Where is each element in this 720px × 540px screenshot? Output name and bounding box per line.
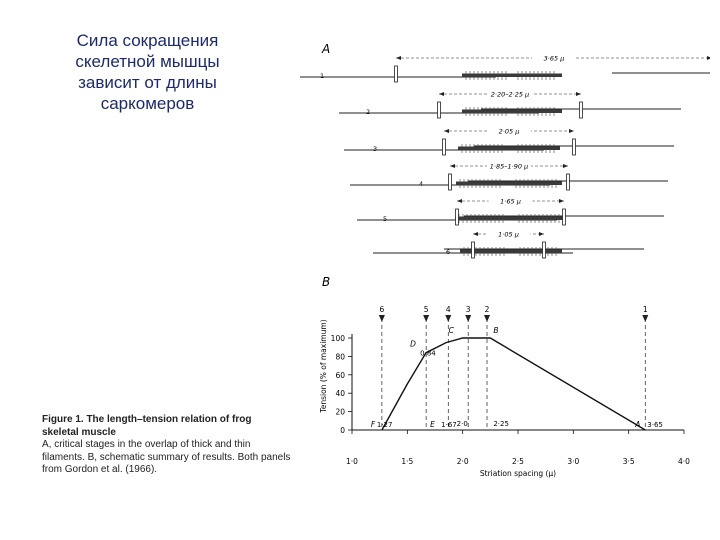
critical-point-letter: C — [448, 326, 454, 335]
slide-title-line: зависит от длины — [78, 73, 217, 92]
slide-title — [30, 30, 265, 114]
thick-filament — [458, 147, 560, 151]
stage-marker-arrow — [379, 315, 385, 322]
x-tick-label: 3·0 — [567, 457, 580, 466]
panel-a-sarcomere-diagrams — [300, 53, 710, 258]
z-line — [395, 66, 398, 82]
critical-point-value: 1·67 — [441, 421, 457, 429]
dimension-label: 3·65 μ — [543, 54, 565, 63]
critical-point-letter: E — [430, 420, 435, 429]
stage-number: 1 — [320, 72, 325, 80]
thick-filament — [462, 110, 562, 114]
stage-number: 2 — [366, 108, 371, 116]
stage-marker-label: 3 — [465, 305, 471, 314]
critical-point-value: 2·0 — [456, 420, 468, 428]
critical-point-letter: F — [370, 420, 376, 429]
y-tick-label: 0 — [340, 426, 345, 435]
length-tension-chart — [319, 305, 690, 478]
z-line — [580, 102, 583, 118]
y-tick-label: 100 — [330, 334, 345, 343]
caption-body-line: A, critical stages in the overlap of thick and thin — [42, 439, 251, 450]
caption-body-line: filaments. B, schematic summary of results. Both panels — [42, 451, 291, 463]
critical-point-value: 1·27 — [376, 421, 393, 429]
x-tick-label: 3·5 — [622, 457, 635, 466]
y-tick-label: 20 — [335, 407, 345, 417]
critical-point-letter: B — [493, 326, 499, 335]
stage-number: 3 — [373, 145, 378, 153]
critical-point-value: 0·84 — [420, 349, 436, 358]
dimension-label: 1·85–1·90 μ — [489, 162, 529, 171]
x-tick-label: 1·5 — [401, 457, 414, 466]
z-line — [456, 209, 459, 225]
y-tick-label: 60 — [335, 370, 345, 380]
thick-filament — [460, 250, 562, 254]
z-line — [543, 242, 546, 258]
z-line — [443, 139, 446, 155]
stage-marker-label: 6 — [379, 305, 385, 314]
caption-heading-line: skeletal muscle — [42, 426, 116, 438]
x-tick-label: 2·5 — [512, 457, 524, 466]
panel-b-label: B — [322, 275, 331, 289]
y-axis-label: Tension (% of maximum) — [319, 319, 328, 413]
slide-title-line: саркомеров — [100, 94, 195, 113]
z-line — [449, 174, 452, 190]
stage-marker-arrow — [465, 315, 471, 322]
stage-number: 4 — [419, 180, 424, 188]
slide-title-line: скелетной мышцы — [75, 52, 220, 71]
figure-svg — [300, 30, 710, 500]
y-tick-label: 80 — [335, 352, 345, 362]
stage-marker-label: 5 — [423, 305, 429, 314]
z-line — [472, 242, 475, 258]
x-tick-label: 1·0 — [346, 457, 358, 466]
x-tick-label: 4·0 — [678, 457, 690, 466]
sarcomere-stage — [344, 126, 674, 155]
z-line — [563, 209, 566, 225]
dimension-label: 1·65 μ — [500, 197, 521, 206]
critical-point-value: 3·65 — [647, 421, 663, 429]
thick-filament — [462, 74, 562, 78]
dimension-label: 1·05 μ — [498, 230, 519, 239]
y-tick-label: 40 — [335, 389, 345, 399]
sarcomere-stage — [300, 53, 710, 82]
z-line — [438, 102, 441, 118]
z-line — [567, 174, 570, 190]
thick-filament — [455, 217, 565, 221]
figure-caption — [42, 414, 292, 477]
caption-heading-line: Figure 1. The length–tension relation of frog — [42, 414, 252, 425]
sarcomere-stage — [350, 161, 668, 190]
critical-point-letter: A — [635, 420, 641, 429]
panel-a-label: A — [322, 42, 331, 56]
x-tick-label: 2·0 — [456, 457, 469, 466]
sarcomere-stage — [373, 229, 644, 258]
stage-marker-arrow — [445, 315, 451, 322]
x-axis-label: Striation spacing (μ) — [479, 469, 557, 478]
caption-body-line: from Gordon et al. (1966). — [42, 464, 158, 475]
critical-point-value: 2·25 — [493, 420, 509, 428]
dimension-label: 2·05 μ — [498, 127, 520, 136]
stage-marker-label: 1 — [642, 305, 648, 314]
stage-marker-arrow — [484, 315, 490, 322]
stage-marker-arrow — [423, 315, 429, 322]
sarcomere-stage — [339, 89, 681, 118]
stage-number: 5 — [383, 215, 388, 223]
stage-number: 6 — [446, 248, 451, 256]
length-tension-figure — [300, 30, 710, 500]
sarcomere-stage — [357, 196, 664, 225]
stage-marker-label: 4 — [445, 305, 451, 314]
slide-title-line: Сила сокращения — [76, 31, 219, 50]
stage-marker-label: 2 — [484, 305, 490, 314]
z-line — [573, 139, 576, 155]
stage-marker-arrow — [642, 315, 648, 322]
dimension-label: 2·20–2·25 μ — [490, 90, 530, 99]
critical-point-letter: D — [410, 339, 416, 349]
